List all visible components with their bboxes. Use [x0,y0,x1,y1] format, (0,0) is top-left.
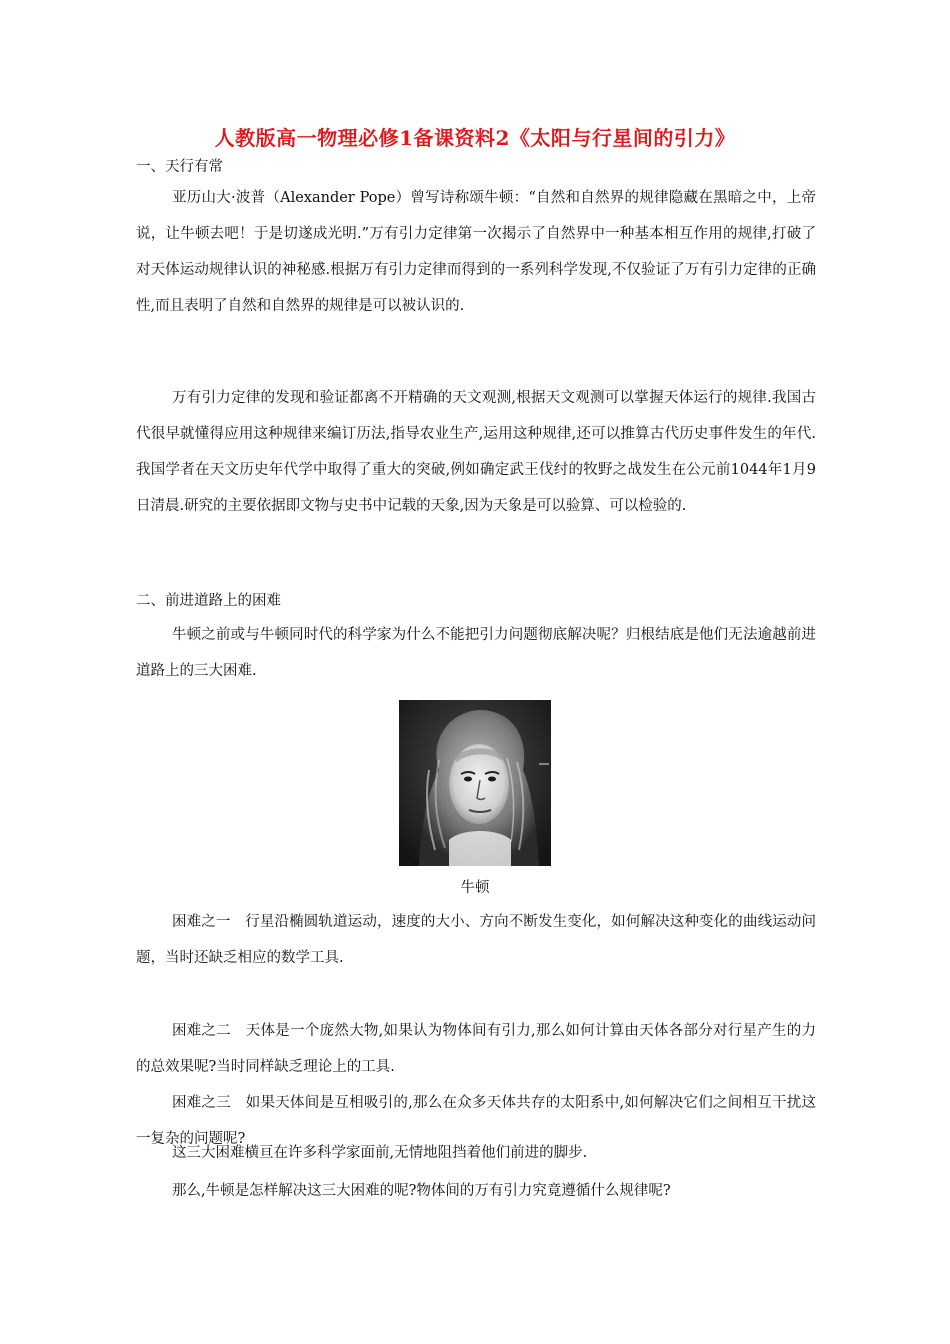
paragraph-closing-question: 那么,牛顿是怎样解决这三大困难的呢?物体间的万有引力究竟遵循什么规律呢? [172,1183,671,1199]
paragraph-astronomy: 万有引力定律的发现和验证都离不开精确的天文观测,根据天文观测可以掌握天体运行的规律.我国古代很早就懂得应用这种规律来编订历法,指导农业生产,运用这种规律,还可以推算古代历史事件发生的年代.我国学者在天文历史年代学中取得了重大的突破,例如确定武王伐纣的牧野之战发生在公元前1044年1月9日清晨.研究的主要依据即文物与史书中记载的天象,因为天象是可以验算、可以检验的. [136,390,816,514]
newton-portrait-drawing [399,700,551,866]
paragraph-difficulty-summary: 这三大困难横亘在许多科学家面前,无情地阻挡着他们前进的脚步. [172,1145,588,1161]
paragraph-pope-quote: 亚历山大·波普（Alexander Pope）曾写诗称颂牛顿：“自然和自然界的规律隐藏在黑暗之中，上帝说，让牛顿去吧！于是切遂成光明.”万有引力定律第一次揭示了自然界中一种基本相互作用的规律,打破了对天体运动规律认识的神秘感.根据万有引力定律而得到的一系列科学发现,不仅验证了万有引力定律的正确性,而且表明了自然和自然界的规律是可以被认识的. [136,190,816,314]
document-title: 人教版高一物理必修1备课资料2《太阳与行星间的引力》 [214,126,736,150]
paragraph-difficulty-3: 困难之三 如果天体间是互相吸引的,那么在众多天体共存的太阳系中,如何解决它们之间相互干扰这一复杂的问题呢? [136,1095,816,1147]
paragraph-difficulty-2: 困难之二 天体是一个庞然大物,如果认为物体间有引力,那么如何计算由天体各部分对行星产生的力的总效果呢?当时同样缺乏理论上的工具. [136,1023,816,1075]
section-heading-1: 一、天行有常 [136,159,223,175]
portrait-caption: 牛顿 [460,880,490,896]
newton-portrait-image [399,700,551,866]
section-heading-2: 二、前进道路上的困难 [136,593,281,609]
paragraph-intro-difficulties: 牛顿之前或与牛顿同时代的科学家为什么不能把引力问题彻底解决呢？归根结底是他们无法逾越前进道路上的三大困难. [136,627,816,679]
paragraph-difficulty-1: 困难之一 行星沿椭圆轨道运动，速度的大小、方向不断发生变化，如何解决这种变化的曲线运动问题，当时还缺乏相应的数学工具. [136,914,816,966]
